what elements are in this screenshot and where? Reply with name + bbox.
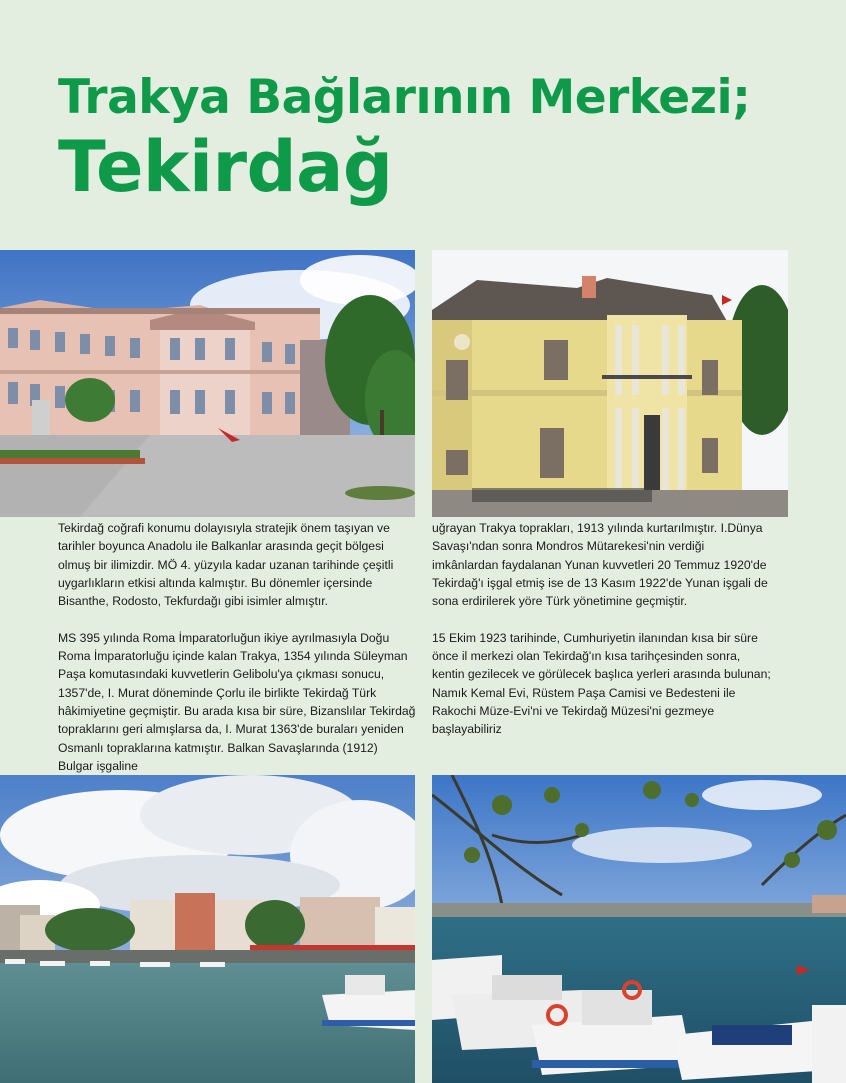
fishing-boats-photo xyxy=(432,775,846,1083)
paragraph: 15 Ekim 1923 tarihinde, Cumhuriyetin ilanından kısa bir süre önce il merkezi olan Tekirdağ'ın kısa tarihçesinden sonra, kentin gezilecek ve görülecek başlıca yerleri arasında bulunan; Namık Kemal Evi, Rüstem Paşa Camisi ve Bedesteni ile Rakochi Müze-Evi'ni ve Tekirdağ Müzesi'ni gezmeye başlayabiliriz xyxy=(432,630,771,737)
article-column-right xyxy=(432,519,772,739)
paragraph: MS 395 yılında Roma İmparatorluğun ikiye ayrılmasıyla Doğu Roma İmparatorluğu içinde kalan Trakya, 1354 yılında Süleyman Paşa komutasındaki kuvvetlerin Gelibolu'ya çıkması sonucu, 1357'de, I. Murat döneminde Çorlu ile birlikte Tekirdağ Türk hâkimiyetine geçmiştir. Bu arada kısa bir süre, Bizanslılar Tekirdağ topraklarını geri almışlarsa da, I. Murat 1363'de buraları yeniden Osmanlı topraklarına katmıştır. Balkan Savaşlarında (1912) Bulgar işgaline xyxy=(58,630,416,773)
yellow-mansion-photo xyxy=(432,250,788,517)
harbor-town-photo xyxy=(0,775,415,1083)
paragraph: Tekirdağ coğrafi konumu dolayısıyla stratejik önem taşıyan ve tarihler boyunca Anadolu ile Balkanlar arasında geçit bölgesi olmuş bir ilimizdir. MÖ 4. yüzyıla kadar uzanan tarihinde çeşitli uygarlıkların etkisi altında kalmıştır. Bu dönemler içersinde Bisanthe, Rodosto, Tekfurdağı gibi isimler almıştır. xyxy=(58,521,394,609)
title-line-1: Trakya Bağlarının Merkezi; xyxy=(58,70,751,125)
article-column-left xyxy=(58,519,416,775)
title-line-2: Tekirdağ xyxy=(58,126,393,208)
paragraph: uğrayan Trakya toprakları, 1913 yılında kurtarılmıştır. I.Dünya Savaşı'ndan sonra Mondros Mütarekesi'nin verdiği imkânlardan faydalanan Yunan kuvvetleri 20 Temmuz 1920'de Tekirdağ'ı işgal etmiş ise de 13 Kasım 1922'de Yunan işgali de sona erdirilerek yöre Türk yönetimine geçmiştir. xyxy=(432,521,768,609)
government-building-photo xyxy=(0,250,415,517)
page-title xyxy=(58,70,750,208)
